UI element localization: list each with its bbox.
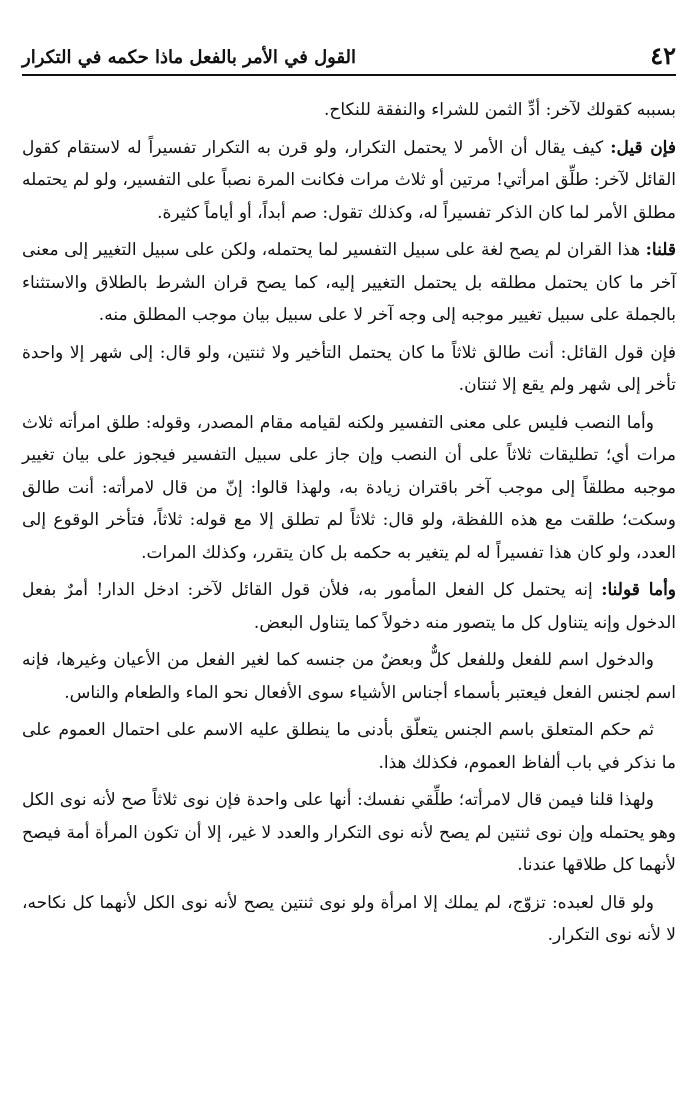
paragraph-text: ولهذا قلنا فيمن قال لامرأته؛ طلِّقي نفسك: أنها على واحدة فإن نوى ثلاثاً صح لأنه نوى الكل وهو يحتمله وإن نوى ثنتين لم يصح لأنه نوى التكرار والعدد لا غير، إلا أن تكون المرأة أمة فيصح لأنهما كل طلاقها عندنا.: [22, 790, 676, 875]
paragraph-10: [22, 887, 676, 952]
paragraph-text: ولو قال لعبده: تزوّج، لم يملك إلا امرأة ولو نوى ثنتين يصح لأنه نوى الكل لأنهما كل نكاحه، لا لأنه نوى التكرار.: [22, 892, 676, 945]
paragraph-label: وأما قولنا:: [601, 580, 676, 600]
paragraph-6: [22, 574, 676, 639]
paragraph-7: [22, 644, 676, 709]
paragraph-5: [22, 407, 676, 570]
paragraph-3: [22, 234, 676, 332]
running-title: القول في الأمر بالفعل ماذا حكمه في التكرار: [22, 47, 357, 68]
paragraph-8: [22, 714, 676, 779]
paragraph-text: والدخول اسم للفعل وللفعل كلٌّ وبعضٌ من جنسه كما لغير الفعل من الأعيان وغيرها، فإنه اسم لجنس الفعل فيعتبر بأسماء أجناس الأشياء سوى الأفعال نحو الماء والطعام والناس.: [22, 650, 676, 703]
paragraph-label: قلنا:: [645, 240, 676, 260]
paragraph-2: [22, 132, 676, 230]
paragraph-label: فإن قيل:: [610, 137, 676, 158]
paragraph-text: كيف يقال أن الأمر لا يحتمل التكرار، ولو قرن به التكرار تفسيراً له لاستقام كقول القائل لآخر: طلِّق امرأتي! مرتين أو ثلاث مرات فكانت المرة نصباً على التفسير، ولو لم يحتمله مطلق الأمر لما كان الذكر تفسيراً له، وكذلك تقول: صم أبداً، أو أياماً كثيرة.: [22, 137, 676, 223]
paragraph-text: ثم حكم المتعلق باسم الجنس يتعلّق بأدنى ما ينطلق عليه الاسم على احتمال العموم على ما نذكر في باب ألفاظ العموم، فكذلك هذا.: [22, 720, 676, 773]
paragraph-text: فإن قول القائل: أنت طالق ثلاثاً ما كان يحتمل التأخير ولا ثنتين، ولو قال: إلى شهر إلا واحدة تأخر إلى شهر ولم يقع إلا ثنتان.: [22, 342, 676, 395]
body-text: [22, 94, 676, 952]
paragraph-text: وأما النصب فليس على معنى التفسير ولكنه لقيامه مقام المصدر، وقوله: طلق امرأته ثلاث مرات أي؛ تطليقات ثلاثاً على أن النصب وإن جاز على سبيل التفسير فيجوز على بيان تغيير موجبه مطلقاً إلى موجب آخر باقتران زيادة به، ولهذا قالوا: إنّ من قال لامرأته: أنت طالق وسكت؛ طلقت مع هذه اللفظة، ولو قال: ثلاثاً لم تطلق إلا مع قوله: ثلاثاً، فتأخر الوقوع إلى العدد، ولو كان هذا تفسيراً له لم يتغير به حكمه بل كان يتقرر، وكذلك المرات.: [22, 412, 676, 563]
paragraph-text: هذا القران لم يصح لغة على سبيل التفسير لما يحتمله، ولكن على سبيل التغيير إلى معنى آخر ما كان يحتمل مطلقه بل يحتمل التغيير إليه، كما يصح قران الشرط بالطلاق والاستثناء بالجملة على سبيل تغيير موجبه إلى وجه آخر لا على سبيل بيان موجب المطلق منه.: [22, 240, 676, 325]
paragraph-9: [22, 784, 676, 882]
paragraph-text: بسببه كقولك لآخر: أدِّ الثمن للشراء والنفقة للنكاح.: [324, 100, 676, 120]
paragraph-4: [22, 337, 676, 402]
page-number: ٤٢: [650, 41, 676, 70]
paragraph-1: [22, 94, 676, 127]
book-page: [22, 40, 676, 1080]
paragraph-text: إنه يحتمل كل الفعل المأمور به، فلأن قول القائل لآخر: ادخل الدار! أمرٌ بفعل الدخول وإنه يتناول كل ما يتصور منه دخولاً كما يتناول البعض.: [22, 580, 676, 633]
page-header: [22, 40, 676, 76]
